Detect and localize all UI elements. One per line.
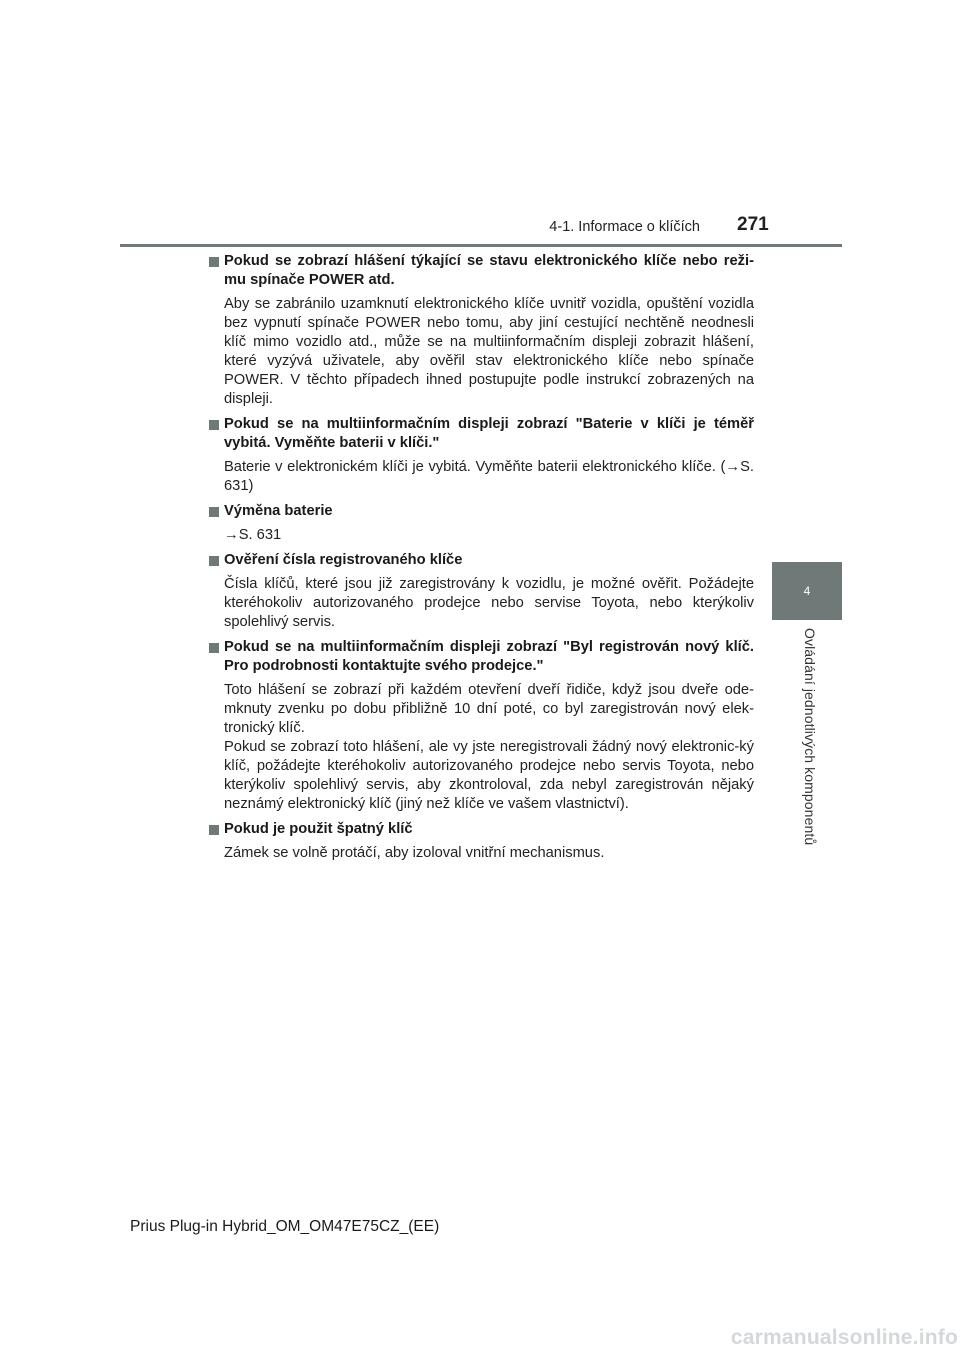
paragraph: Aby se zabránilo uzamknutí elektronického klíče uvnitř vozidla, opuštění vozidla bez vypnutí spínače POWER nebo tomu, aby jiní cestující nechtěně neodnesli klíč mimo vozidlo atd., může se na multiinformačním displeji zobrazit hlášení, které vyzývá uživatele, aby ověřil stav elektronického klíče nebo spínače POWER. V těchto případech ihned postupujte podle instrukcí zobrazených na displeji. xyxy=(224,296,754,407)
section-new-key-registered xyxy=(208,638,754,814)
paragraph: Zámek se volně protáčí, aby izoloval vnitřní mechanismus. xyxy=(224,845,605,861)
chapter-title: 4-1. Informace o klíčích xyxy=(549,219,700,235)
section-wrong-key xyxy=(208,820,754,863)
section-title: Pokud se zobrazí hlášení týkající se stavu elektronického klíče nebo reži-mu spínače POWER atd. xyxy=(208,252,754,290)
square-bullet-icon xyxy=(209,643,219,653)
square-bullet-icon xyxy=(209,257,219,267)
square-bullet-icon xyxy=(209,507,219,517)
section-message-status xyxy=(208,252,754,409)
paragraph: Čísla klíčů, které jsou již zaregistrovány k vozidlu, je možné ověřit. Požádejte kteréhokoliv autorizovaného prodejce nebo servise Toyota, nebo kterýkoliv spolehlivý servis. xyxy=(224,576,754,630)
section-body xyxy=(208,295,754,409)
page-number: 271 xyxy=(737,214,769,235)
section-title: Pokud je použit špatný klíč xyxy=(208,820,754,839)
section-body xyxy=(208,458,754,496)
chapter-tab xyxy=(772,562,842,620)
section-body xyxy=(208,526,754,545)
document-footer: Prius Plug-in Hybrid_OM_OM47E75CZ_(EE) xyxy=(130,1218,440,1235)
section-title: Ověření čísla registrovaného klíče xyxy=(208,551,754,570)
section-title: Pokud se na multiinformačním displeji zobrazí "Byl registrován nový klíč. Pro podrobnosti kontaktujte svého prodejce." xyxy=(208,638,754,676)
section-title: Výměna baterie xyxy=(208,502,754,521)
header-rule xyxy=(120,244,842,247)
section-low-battery xyxy=(208,415,754,496)
square-bullet-icon xyxy=(209,420,219,430)
section-body xyxy=(208,844,754,863)
paragraph: Toto hlášení se zobrazí při každém otevření dveří řidiče, když jsou dveře ode-mknuty zvenku po dobu přibližně 10 dní poté, co byl zaregistrován nový elek-tronický klíč. xyxy=(224,682,754,736)
chapter-tab-number: 4 xyxy=(803,584,811,598)
section-body xyxy=(208,681,754,814)
section-key-number-check xyxy=(208,551,754,632)
section-battery-replacement xyxy=(208,502,754,545)
section-body xyxy=(208,575,754,632)
watermark: carmanualsonline.info xyxy=(730,1326,958,1349)
section-title: Pokud se na multiinformačním displeji zobrazí "Baterie v klíči je téměř vybitá. Vyměňte baterii v klíči." xyxy=(208,415,754,453)
page-content xyxy=(208,252,754,869)
chapter-side-label: Ovládání jednotlivých komponentů xyxy=(802,628,818,846)
paragraph: Pokud se zobrazí toto hlášení, ale vy jste neregistrovali žádný nový elektronic-ký klíč, požádejte kteréhokoliv autorizovaného prodejce nebo servis Toyota, nebo kterýkoliv spolehlivý servis, aby zkontroloval, zda nebyl zaregistrován nějaký neznámý elektronický klíč (jiný než klíče ve vašem vlastnictví). xyxy=(224,739,754,812)
paragraph: Baterie v elektronickém klíči je vybitá. Vyměňte baterii elektronického klíče. (→S. 631) xyxy=(224,459,754,494)
page-reference: →S. 631 xyxy=(224,527,282,543)
square-bullet-icon xyxy=(209,556,219,566)
square-bullet-icon xyxy=(209,825,219,835)
